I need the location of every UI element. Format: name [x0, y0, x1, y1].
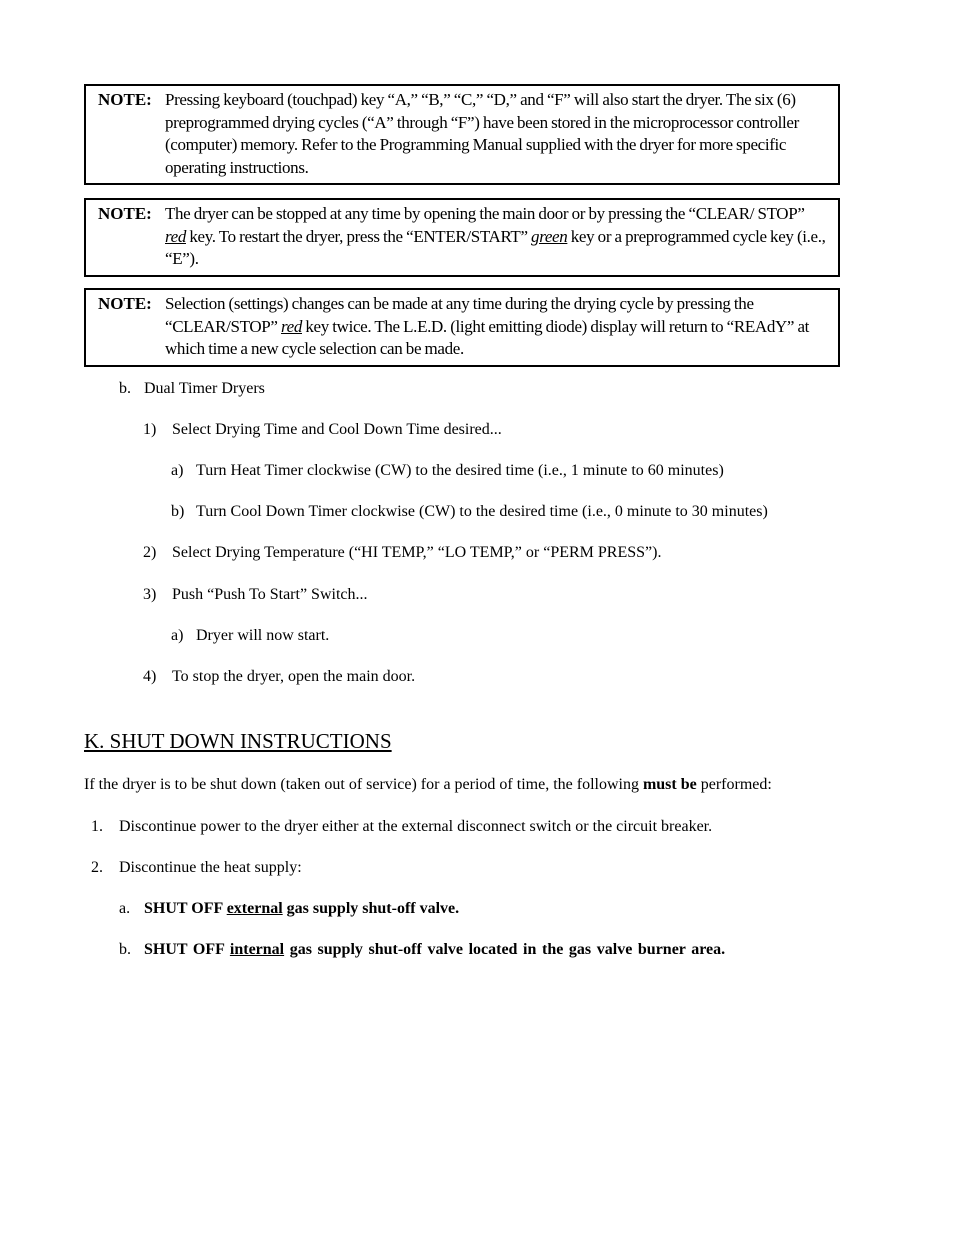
list-text: Select Drying Temperature (“HI TEMP,” “LO TEMP,” or “PERM PRESS”).: [172, 544, 662, 561]
list-item: [171, 503, 768, 521]
list-item: [143, 421, 502, 439]
list-item: [171, 627, 329, 645]
list-text: gas supply shut-off valve located in the gas valve burner area.: [284, 941, 726, 958]
note-text-part: The dryer can be stopped at any time by opening the main door or by pressing the “CLEAR/ STOP”: [165, 204, 805, 223]
dual-timer-heading: [119, 380, 265, 398]
list-text: Select Drying Time and Cool Down Time desired...: [172, 421, 502, 438]
note-label: NOTE:: [98, 90, 152, 109]
list-text: Dual Timer Dryers: [144, 380, 265, 397]
note-text: [165, 290, 828, 365]
note-text: Pressing keyboard (touchpad) key “A,” “B,” “C,” “D,” and “F” will also start the dryer. The six (6) preprogrammed drying cycles (“A” through “F”) have been stored in the microprocessor controller (computer) memory. Refer to the Programming Manual supplied with the dryer for more specific operating instructions.: [165, 90, 799, 177]
list-number: 1.: [91, 818, 103, 835]
intro-bold: must be: [642, 776, 697, 793]
list-item: [143, 544, 661, 562]
list-number: b): [171, 503, 185, 520]
list-text: Turn Cool Down Timer clockwise (CW) to the desired time (i.e., 0 minute to 30 minutes): [196, 503, 768, 520]
note-label: NOTE:: [98, 204, 152, 223]
list-number: b.: [119, 380, 131, 397]
list-number: 2.: [91, 859, 103, 876]
list-number: a.: [119, 900, 131, 917]
note-box-2: [84, 198, 840, 277]
note-label: NOTE:: [98, 294, 152, 313]
section-heading: K. SHUT DOWN INSTRUCTIONS: [84, 729, 392, 753]
red-emphasis: red: [165, 226, 186, 246]
list-item: [91, 818, 712, 836]
list-item: [143, 586, 367, 604]
list-text: Discontinue the heat supply:: [119, 859, 302, 876]
list-number: 3): [143, 586, 157, 603]
note-text-part: key. To restart the dryer, press the “ENTER/START”: [185, 226, 532, 246]
intro-text: If the dryer is to be shut down (taken out of service) for a period of time, the following: [84, 776, 643, 793]
list-text: gas supply shut-off valve.: [282, 900, 460, 917]
note-text-part: key twice. The L.E.D. (light emitting diode) display will return to “REAdY” at which time a new cycle selection can be made.: [165, 316, 810, 359]
list-item: [91, 859, 302, 877]
list-item: [119, 941, 725, 959]
list-text-underlined: internal: [229, 941, 285, 958]
note-box-3: [84, 288, 840, 367]
list-text: SHUT OFF: [144, 941, 230, 958]
list-item: [143, 668, 415, 686]
note-text-part: Selection (settings) changes can be made at any time during the drying cycle by pressing the “CLEAR/STOP”: [165, 294, 754, 336]
note-box-1: [84, 84, 840, 185]
list-item: [119, 900, 459, 918]
list-text: Turn Heat Timer clockwise (CW) to the desired time (i.e., 1 minute to 60 minutes): [196, 462, 724, 479]
list-number: 2): [143, 544, 157, 561]
list-number: a): [171, 462, 184, 479]
list-number: 4): [143, 668, 157, 685]
note-text: [165, 200, 828, 275]
intro-text: performed:: [696, 776, 772, 793]
list-text: Discontinue power to the dryer either at the external disconnect switch or the circuit breaker.: [119, 818, 713, 835]
list-item: [171, 462, 724, 480]
green-emphasis: green: [531, 226, 568, 246]
note-text-part: key or a preprogrammed cycle key (i.e., “E”).: [165, 226, 826, 269]
list-text: To stop the dryer, open the main door.: [172, 668, 416, 685]
red-emphasis: red: [281, 316, 302, 336]
list-text: Dryer will now start.: [196, 627, 330, 644]
list-number: a): [171, 627, 184, 644]
list-text: SHUT OFF: [144, 900, 227, 917]
list-text: Push “Push To Start” Switch...: [172, 586, 368, 603]
list-text-underlined: external: [226, 900, 283, 917]
shutdown-intro: [84, 776, 772, 794]
list-number: b.: [119, 941, 131, 958]
list-number: 1): [143, 421, 157, 438]
